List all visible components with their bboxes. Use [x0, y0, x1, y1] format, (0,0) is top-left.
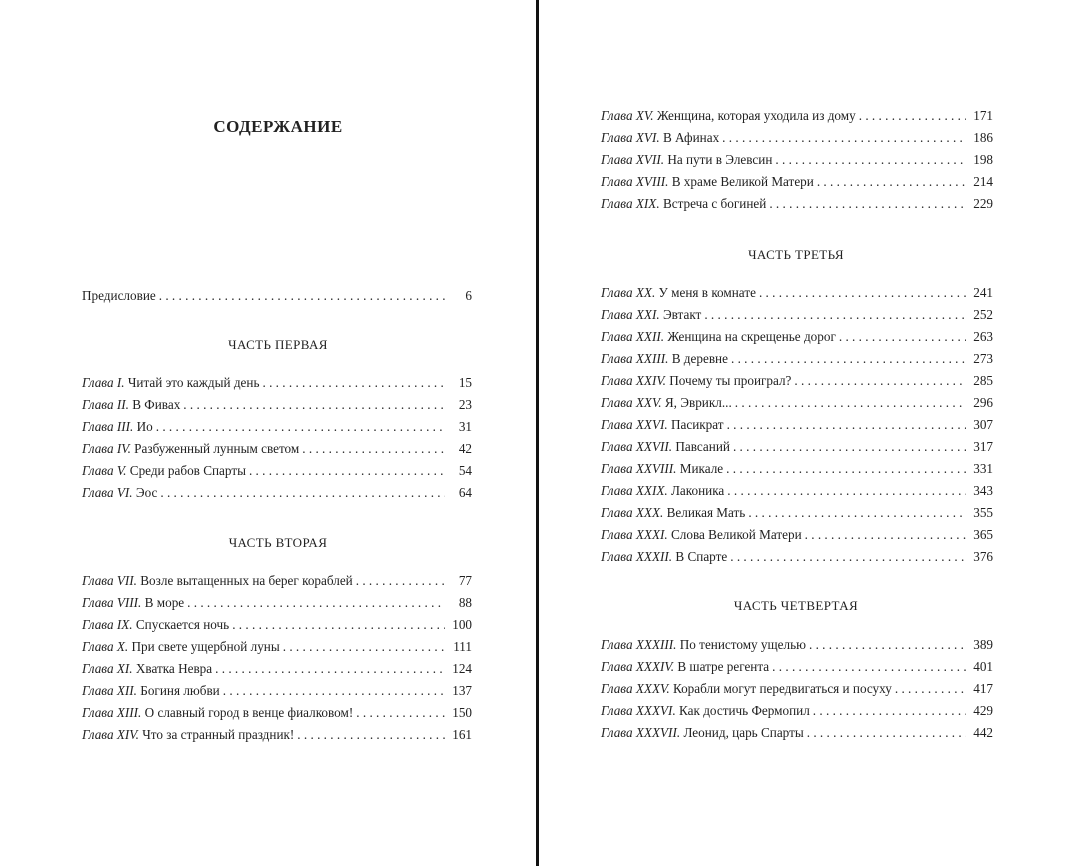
chapter-number: Глава IV. — [82, 441, 131, 456]
toc-entry[interactable] — [601, 480, 993, 502]
chapter-title: Женщина на скрещенье дорог — [664, 329, 836, 344]
dot-leader — [895, 678, 966, 700]
entry-page: 376 — [973, 549, 993, 564]
dot-leader — [704, 304, 966, 326]
entry-page: 417 — [973, 681, 993, 696]
entry-page: 186 — [973, 130, 993, 145]
chapter-number: Глава IX. — [82, 617, 133, 632]
chapter-title: На пути в Элевсин — [664, 152, 773, 167]
entry-page: 331 — [973, 461, 993, 476]
toc-entry-preface[interactable] — [82, 285, 472, 307]
dot-leader — [159, 285, 445, 307]
entry-title — [601, 171, 814, 193]
dot-leader — [187, 592, 445, 614]
dot-leader — [769, 193, 966, 215]
chapter-title: Слова Великой Матери — [667, 527, 802, 542]
entry-page: 263 — [973, 329, 993, 344]
chapter-number: Глава VI. — [82, 485, 133, 500]
chapter-number: Глава I. — [82, 375, 125, 390]
dot-leader — [805, 524, 966, 546]
entry-title — [82, 592, 184, 614]
dot-leader — [156, 416, 445, 438]
chapter-number: Глава XXIV. — [601, 373, 666, 388]
entry-page: 296 — [973, 395, 993, 410]
entry-title — [601, 480, 724, 502]
toc-entry[interactable] — [601, 326, 993, 348]
dot-leader — [283, 636, 445, 658]
dot-leader — [817, 171, 966, 193]
dot-leader — [356, 702, 445, 724]
entry-title — [82, 724, 294, 746]
chapter-title: О славный город в венце фиалковом! — [141, 705, 354, 720]
entry-page: 355 — [973, 505, 993, 520]
dot-leader — [215, 658, 445, 680]
entry-title — [601, 348, 728, 370]
toc-entry[interactable] — [601, 678, 993, 700]
chapter-title: Среди рабов Спарты — [126, 463, 246, 478]
toc-entry[interactable] — [82, 702, 472, 724]
entry-page: 252 — [973, 307, 993, 322]
chapter-number: Глава XXV. — [601, 395, 662, 410]
chapter-number: Глава XXXV. — [601, 681, 670, 696]
chapter-title: В Фивах — [128, 397, 181, 412]
chapter-number: Глава VIII. — [82, 595, 142, 610]
entry-page: 317 — [973, 439, 993, 454]
chapter-number: Глава II. — [82, 397, 129, 412]
toc-entry[interactable] — [82, 592, 472, 614]
entry-title — [601, 392, 732, 414]
entry-page: 273 — [973, 351, 993, 366]
toc-entry[interactable] — [82, 416, 472, 438]
entry-title — [601, 326, 836, 348]
dot-leader — [223, 680, 445, 702]
part-heading-1: ЧАСТЬ ПЕРВАЯ — [228, 337, 328, 352]
entry-page: 171 — [973, 108, 993, 123]
part-heading-3: ЧАСТЬ ТРЕТЬЯ — [748, 247, 844, 262]
dot-leader — [356, 570, 445, 592]
chapter-title: По тенистому ущелью — [676, 637, 806, 652]
entry-page: 401 — [973, 659, 993, 674]
chapter-number: Глава XXVIII. — [601, 461, 677, 476]
chapter-number: Глава XV. — [601, 108, 654, 123]
entry-title — [601, 282, 756, 304]
entry-page: 77 — [458, 573, 472, 588]
dot-leader — [731, 348, 966, 370]
chapter-title: Эвтакт — [659, 307, 702, 322]
chapter-number: Глава XXXVII. — [601, 725, 681, 740]
toc-entry[interactable] — [601, 634, 993, 656]
chapter-title: Ио — [133, 419, 153, 434]
chapter-number: Глава XXIII. — [601, 351, 669, 366]
dot-leader — [183, 394, 445, 416]
entry-title — [82, 658, 212, 680]
chapter-title: В море — [141, 595, 185, 610]
toc-entry[interactable] — [82, 636, 472, 658]
chapter-title: Микале — [676, 461, 724, 476]
chapter-number: Глава XVII. — [601, 152, 665, 167]
toc-entry[interactable] — [82, 482, 472, 504]
entry-page: 64 — [458, 485, 472, 500]
toc-entry[interactable] — [601, 370, 993, 392]
entry-title — [601, 458, 723, 480]
entry-page: 229 — [973, 196, 993, 211]
entry-page: 100 — [452, 617, 472, 632]
dot-leader — [730, 546, 966, 568]
toc-entry[interactable] — [601, 656, 993, 678]
entry-title — [82, 416, 153, 438]
dot-leader — [262, 372, 445, 394]
entry-title — [601, 304, 701, 326]
toc-entry[interactable] — [601, 524, 993, 546]
chapter-number: Глава XXXI. — [601, 527, 668, 542]
entry-title — [82, 460, 246, 482]
entry-title — [82, 702, 353, 724]
chapter-title: Великая Мать — [663, 505, 746, 520]
entry-page: 307 — [973, 417, 993, 432]
entry-title — [601, 546, 727, 568]
toc-entry[interactable] — [601, 127, 993, 149]
toc-entry[interactable] — [82, 372, 472, 394]
entry-page: 137 — [452, 683, 472, 698]
entry-title — [601, 127, 719, 149]
entry-page: 42 — [458, 441, 472, 456]
dot-leader — [735, 392, 966, 414]
toc-entry[interactable] — [82, 570, 472, 592]
chapter-title: Возле вытащенных на берег кораблей — [136, 573, 353, 588]
entry-page: 88 — [458, 595, 472, 610]
entry-title — [601, 678, 892, 700]
chapter-number: Глава V. — [82, 463, 127, 478]
toc-entry[interactable] — [601, 282, 993, 304]
entry-page: 389 — [973, 637, 993, 652]
dot-leader — [748, 502, 966, 524]
chapter-number: Глава XXX. — [601, 505, 664, 520]
dot-leader — [772, 656, 966, 678]
page-title: СОДЕРЖАНИЕ — [213, 117, 343, 136]
entry-title — [82, 680, 220, 702]
dot-leader — [809, 634, 966, 656]
chapter-number: Глава XI. — [82, 661, 133, 676]
dot-leader — [249, 460, 445, 482]
chapter-title: Павсаний — [672, 439, 730, 454]
toc-entry[interactable] — [601, 105, 993, 127]
chapter-title: Я, Эврикл... — [661, 395, 732, 410]
chapter-title: В шатре регента — [674, 659, 770, 674]
toc-entry[interactable] — [82, 680, 472, 702]
chapter-title: Разбуженный лунным светом — [130, 441, 300, 456]
chapter-title: У меня в комнате — [655, 285, 756, 300]
part-heading-2: ЧАСТЬ ВТОРАЯ — [228, 535, 328, 550]
chapter-number: Глава XXI. — [601, 307, 660, 322]
toc-entry[interactable] — [601, 414, 993, 436]
entry-page: 161 — [452, 727, 472, 742]
chapter-number: Глава III. — [82, 419, 134, 434]
entry-page: 111 — [453, 639, 472, 654]
toc-entry[interactable] — [82, 438, 472, 460]
chapter-title: Женщина, которая уходила из дому — [653, 108, 856, 123]
toc-entry[interactable] — [82, 460, 472, 482]
entry-page: 241 — [973, 285, 993, 300]
chapter-number: Глава XVIII. — [601, 174, 669, 189]
chapter-number: Глава XII. — [82, 683, 137, 698]
dot-leader — [813, 700, 966, 722]
chapter-title: В деревне — [668, 351, 728, 366]
toc-entry[interactable] — [601, 193, 993, 215]
chapter-title: Хватка Невра — [132, 661, 213, 676]
entry-page: 285 — [973, 373, 993, 388]
chapter-number: Глава XVI. — [601, 130, 660, 145]
dot-leader — [859, 105, 966, 127]
entry-page: 343 — [973, 483, 993, 498]
chapter-title: Леонид, царь Спарты — [680, 725, 804, 740]
entry-page: 23 — [458, 397, 472, 412]
entry-page: 442 — [973, 725, 993, 740]
dot-leader — [726, 458, 966, 480]
entry-page: 15 — [458, 375, 472, 390]
entry-title: Предисловие — [82, 288, 156, 303]
chapter-title: Эос — [132, 485, 158, 500]
entry-page: 429 — [973, 703, 993, 718]
entry-page: 365 — [973, 527, 993, 542]
part-heading-4: ЧАСТЬ ЧЕТВЕРТАЯ — [733, 598, 859, 613]
toc-entry[interactable] — [601, 348, 993, 370]
toc-entry[interactable] — [82, 724, 472, 746]
entry-page: 150 — [452, 705, 472, 720]
entry-title — [601, 524, 802, 546]
chapter-number: Глава XX. — [601, 285, 656, 300]
chapter-title: В Спарте — [672, 549, 728, 564]
chapter-number: Глава XXXII. — [601, 549, 673, 564]
chapter-number: Глава XXXVI. — [601, 703, 676, 718]
entry-title — [82, 636, 280, 658]
chapter-title: Богиня любви — [136, 683, 220, 698]
chapter-title: Пасикрат — [667, 417, 724, 432]
dot-leader — [839, 326, 966, 348]
chapter-number: Глава XIV. — [82, 727, 139, 742]
chapter-number: Глава VII. — [82, 573, 137, 588]
dot-leader — [297, 724, 445, 746]
chapter-number: Глава XXVII. — [601, 439, 673, 454]
toc-entry[interactable] — [601, 700, 993, 722]
entry-title — [601, 700, 810, 722]
toc-entry[interactable] — [601, 171, 993, 193]
entry-page: 54 — [458, 463, 472, 478]
entry-title — [82, 438, 299, 460]
dot-leader — [759, 282, 966, 304]
entry-page: 124 — [452, 661, 472, 676]
toc-entry[interactable] — [82, 658, 472, 680]
entry-title — [601, 193, 766, 215]
chapter-number: Глава XXXIII. — [601, 637, 677, 652]
chapter-title: Как достичь Фермопил — [675, 703, 810, 718]
entry-title — [601, 722, 804, 744]
page-divider — [536, 0, 539, 866]
chapter-number: Глава XIX. — [601, 196, 660, 211]
entry-title — [601, 105, 856, 127]
chapter-number: Глава XIII. — [82, 705, 142, 720]
dot-leader — [232, 614, 445, 636]
dot-leader — [807, 722, 966, 744]
dot-leader — [302, 438, 445, 460]
entry-page: 6 — [465, 288, 472, 303]
chapter-number: Глава X. — [82, 639, 129, 654]
chapter-title: Спускается ночь — [132, 617, 230, 632]
chapter-title: Встреча с богиней — [659, 196, 767, 211]
dot-leader — [727, 480, 966, 502]
chapter-title: Корабли могут передвигаться и посуху — [669, 681, 892, 696]
dot-leader — [722, 127, 966, 149]
toc-entry[interactable] — [601, 546, 993, 568]
chapter-title: Читай это каждый день — [124, 375, 260, 390]
chapter-title: В Афинах — [659, 130, 720, 145]
chapter-title: Почему ты проиграл? — [665, 373, 792, 388]
chapter-number: Глава XXII. — [601, 329, 665, 344]
entry-title — [601, 414, 724, 436]
entry-title — [601, 502, 745, 524]
dot-leader — [733, 436, 966, 458]
entry-title — [601, 370, 791, 392]
dot-leader — [160, 482, 445, 504]
entry-title — [82, 482, 157, 504]
chapter-number: Глава XXXIV. — [601, 659, 675, 674]
dot-leader — [727, 414, 966, 436]
toc-entry[interactable] — [82, 394, 472, 416]
dot-leader — [775, 149, 966, 171]
chapter-number: Глава XXVI. — [601, 417, 668, 432]
entry-title — [601, 634, 806, 656]
entry-page: 214 — [973, 174, 993, 189]
chapter-title: Что за странный праздник! — [138, 727, 295, 742]
entry-title — [82, 614, 229, 636]
entry-title — [601, 436, 730, 458]
entry-title — [601, 656, 769, 678]
toc-entry[interactable] — [601, 722, 993, 744]
entry-title — [82, 372, 259, 394]
toc-entry[interactable] — [82, 614, 472, 636]
entry-page: 198 — [973, 152, 993, 167]
entry-title — [601, 149, 772, 171]
entry-title — [82, 570, 353, 592]
chapter-number: Глава XXIX. — [601, 483, 668, 498]
dot-leader — [794, 370, 966, 392]
toc-entry[interactable] — [601, 392, 993, 414]
toc-entry[interactable] — [601, 149, 993, 171]
entry-page: 31 — [458, 419, 472, 434]
toc-entry[interactable] — [601, 458, 993, 480]
chapter-title: В храме Великой Матери — [668, 174, 814, 189]
entry-title — [82, 394, 180, 416]
toc-entry[interactable] — [601, 304, 993, 326]
chapter-title: При свете ущербной луны — [128, 639, 280, 654]
chapter-title: Лаконика — [667, 483, 725, 498]
toc-entry[interactable] — [601, 502, 993, 524]
toc-entry[interactable] — [601, 436, 993, 458]
